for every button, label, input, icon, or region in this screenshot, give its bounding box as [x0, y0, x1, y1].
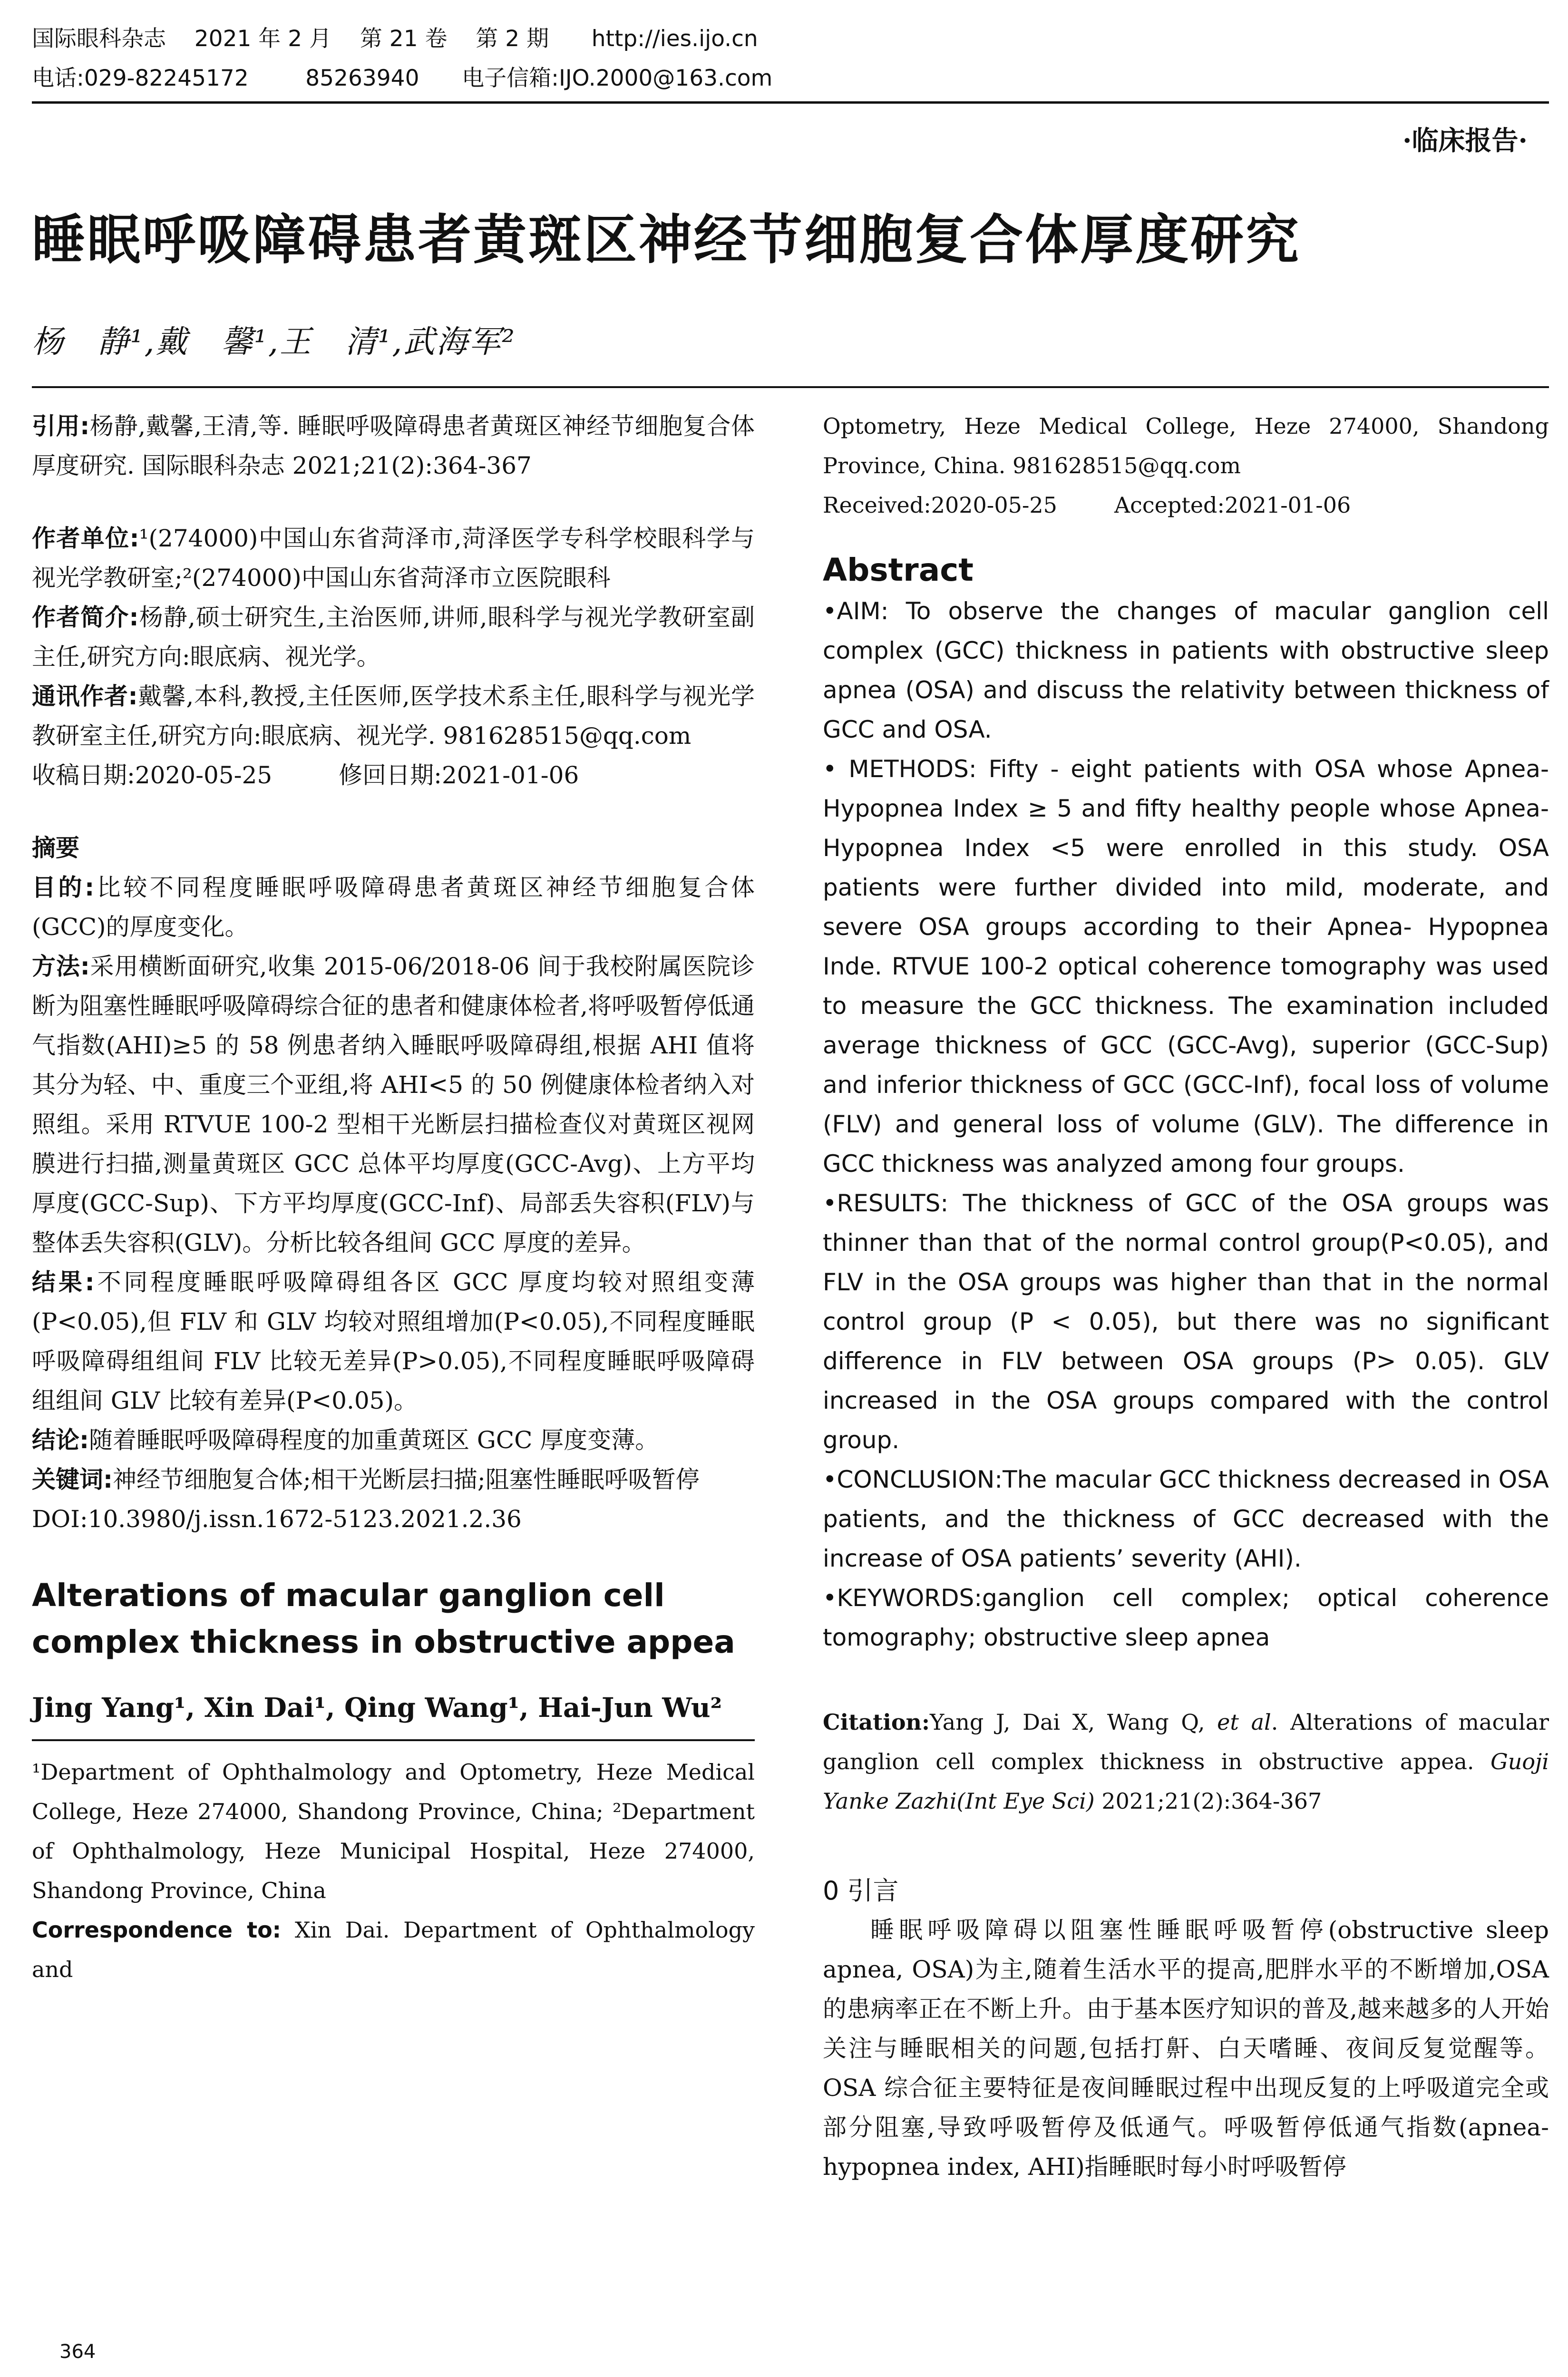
methods-text-cn: 采用横断面研究,收集 2015-06/2018-06 间于我校附属医院诊断为阻塞性睡眠呼吸障碍综合征的患者和健康体检者,将呼吸暂停低通气指数(AHI)≥5 的 58 例患者纳入睡眠呼吸障碍组,根据 AHI 值将其分为轻、中、重度三个亚组,将 AHI<5 的 50 例健康体检者纳入对照组。采用 RTVUE 100-2 型相干光断层扫描检查仪对黄斑区视网膜进行扫描,测量黄斑区 GCC 总体平均厚度(GCC-Avg)、上方平均厚度(GCC-Sup)、下方平均厚度(GCC-Inf)、局部丢失容积(FLV)与整体丢失容积(GLV)。分析比较各组间 GCC 厚度的差异。 [32, 953, 755, 1257]
aim-text-en: To observe the changes of macular ganglion cell complex (GCC) thickness in patients with obstructive sleep apnea (OSA) and discuss the relativity between thickness of GCC and OSA. [823, 597, 1549, 743]
doi: DOI:10.3980/j.issn.1672-5123.2021.2.36 [32, 1505, 522, 1533]
author-bio [32, 598, 755, 677]
methods-en [823, 750, 1549, 1184]
bio-label: 作者简介: [32, 604, 139, 631]
results-cn [32, 1263, 755, 1421]
en-corr-label: Correspondence to: [32, 1917, 282, 1943]
keywords-label-en: •KEYWORDS: [823, 1584, 983, 1612]
citation-journal: Guoji Yanke Zazhi(Int Eye Sci) [823, 1749, 1549, 1814]
keywords-label-cn: 关键词: [32, 1466, 113, 1493]
abstract-heading-cn: 摘要 [32, 834, 79, 862]
authors-rule [32, 386, 1549, 388]
results-label-en: •RESULTS: [823, 1189, 949, 1217]
intro-heading: 0 引言 [823, 1876, 899, 1906]
section-tag: ·临床报告· [1402, 125, 1528, 156]
left-column [32, 407, 755, 1989]
authors-cn: 杨 静¹,戴 馨¹,王 清¹,武海军² [32, 323, 516, 360]
journal-header-line2: 电话:029-82245172 85263940 电子信箱:IJO.2000@163.com [32, 65, 773, 91]
citation-volume: 2021;21(2):364-367 [1094, 1788, 1322, 1814]
citation-title-en: . Alterations of macular ganglion cell complex thickness in obstructive appea. [823, 1709, 1549, 1774]
corr-text: 戴馨,本科,教授,主任医师,医学技术系主任,眼科学与视光学教研室主任,研究方向:眼底病、视光学. 981628515@qq.com [32, 682, 755, 750]
results-text-cn: 不同程度睡眠呼吸障碍组各区 GCC 厚度均较对照组变薄(P<0.05),但 FLV 和 GLV 均较对照组增加(P<0.05),不同程度睡眠呼吸障碍组组间 FLV 比较无差异(P>0.05),不同程度睡眠呼吸障碍组组间 GLV 比较有差异(P<0.05)。 [32, 1268, 755, 1414]
en-accepted: Accepted:2021-01-06 [1114, 492, 1351, 518]
english-authors: Jing Yang¹, Xin Dai¹, Qing Wang¹, Hai-Jun Wu² [32, 1692, 722, 1724]
en-corr-text: Xin Dai. Department of Ophthalmology and [32, 1917, 755, 1982]
revised-date: 修回日期:2021-01-06 [339, 761, 579, 789]
methods-label-en: • METHODS: [823, 755, 977, 783]
methods-label-cn: 方法: [32, 953, 90, 980]
methods-text-en: Fifty - eight patients with OSA whose Apnea- Hypopnea Index ≥ 5 and fifty healthy people whose Apnea-Hypopnea Index <5 were enrolled in this study. OSA patients were further divided into mild, moderate, and severe OSA groups according to their Apnea- Hypopnea Inde. RTVUE 100-2 optical coherence tomography was used to measure the GCC thickness. The examination included average thickness of GCC (GCC-Avg), superior (GCC-Sup) and inferior thickness of GCC (GCC-Inf), focal loss of volume (FLV) and general loss of volume (GLV). The difference in GCC thickness was analyzed among four groups. [823, 755, 1549, 1178]
dates-cn [32, 756, 755, 795]
corr-label: 通讯作者: [32, 682, 138, 710]
aim-label-en: •AIM: [823, 597, 889, 625]
english-correspondence [32, 1910, 755, 1989]
page-number: 364 [59, 2341, 96, 2363]
conclusion-label-cn: 结论: [32, 1426, 89, 1454]
aim-label-cn: 目的: [32, 874, 95, 901]
bio-text: 杨静,硕士研究生,主治医师,讲师,眼科学与视光学教研室副主任,研究方向:眼底病、视光学。 [32, 604, 755, 671]
results-text-en: The thickness of GCC of the OSA groups was thinner than that of the normal control group(P<0.05), and FLV in the OSA groups was higher than that in the normal control group (P < 0.05), but there was no significant difference in FLV between OSA groups (P> 0.05). GLV increased in the OSA groups compared with the control group. [823, 1189, 1549, 1454]
english-authors-rule [32, 1739, 755, 1741]
results-en [823, 1184, 1549, 1460]
english-title: Alterations of macular ganglion cell complex thickness in obstructive appea [32, 1577, 735, 1660]
aim-cn [32, 868, 755, 947]
methods-cn [32, 947, 755, 1263]
article-title: 睡眠呼吸障碍患者黄斑区神经节细胞复合体厚度研究 [32, 209, 1301, 271]
right-column [823, 407, 1549, 2187]
abstract-heading-en: Abstract [823, 552, 974, 588]
en-corr-continued: Optometry, Heze Medical College, Heze 274000, Shandong Province, China. 981628515@qq.com [823, 413, 1549, 478]
conclusion-label-en: •CONCLUSION: [823, 1466, 1003, 1493]
affiliation-cn [32, 519, 755, 598]
conclusion-en [823, 1460, 1549, 1578]
citation-cn [32, 407, 755, 486]
conclusion-text-cn: 随着睡眠呼吸障碍程度的加重黄斑区 GCC 厚度变薄。 [89, 1426, 659, 1454]
en-received: Received:2020-05-25 [823, 492, 1057, 518]
citation-label-en: Citation: [823, 1709, 930, 1735]
journal-header-line1: 国际眼科杂志 2021 年 2 月 第 21 卷 第 2 期 http://ies.ijo.cn [32, 26, 758, 52]
intro-text: 睡眠呼吸障碍以阻塞性睡眠呼吸暂停(obstructive sleep apnea, OSA)为主,随着生活水平的提高,肥胖水平的不断增加,OSA 的患病率正在不断上升。由于基本医疗知识的普及,越来越多的人开始关注与睡眠相关的问题,包括打鼾、白天嗜睡、夜间反复觉醒等。OSA 综合征主要特征是夜间睡眠过程中出现反复的上呼吸道完全或部分阻塞,导致呼吸暂停及低通气。呼吸暂停低通气指数(apnea-hypopnea index, AHI)指睡眠时每小时呼吸暂停 [823, 1916, 1549, 2181]
keywords-text-cn: 神经节细胞复合体;相干光断层扫描;阻塞性睡眠呼吸暂停 [113, 1466, 700, 1493]
citation-etal: et al [1217, 1709, 1271, 1735]
affiliation-text: ¹(274000)中国山东省菏泽市,菏泽医学专科学校眼科学与视光学教研室;²(274000)中国山东省菏泽市立医院眼科 [32, 525, 755, 592]
aim-en [823, 592, 1549, 750]
keywords-en [823, 1578, 1549, 1657]
conclusion-cn [32, 1421, 755, 1460]
aim-text-cn: 比较不同程度睡眠呼吸障碍患者黄斑区神经节细胞复合体(GCC)的厚度变化。 [32, 874, 755, 941]
affiliation-label: 作者单位: [32, 525, 139, 552]
citation-label: 引用: [32, 412, 90, 440]
english-affiliation: ¹Department of Ophthalmology and Optometry, Heze Medical College, Heze 274000, Shandong Province, China; ²Department of Ophthalmology, Heze Municipal Hospital, Heze 274000, Shandong Province, China [32, 1759, 755, 1903]
english-dates [823, 486, 1549, 525]
conclusion-text-en: The macular GCC thickness decreased in OSA patients, and the thickness of GCC decreased with the increase of OSA patients’ severity (AHI). [823, 1466, 1549, 1572]
keywords-cn [32, 1460, 755, 1500]
corresponding-author [32, 677, 755, 756]
citation-en [823, 1703, 1549, 1821]
received-date: 收稿日期:2020-05-25 [32, 761, 273, 789]
header-rule [32, 101, 1549, 104]
citation-authors-en: Yang J, Dai X, Wang Q, [929, 1709, 1217, 1735]
keywords-text-en: ganglion cell complex; optical coherence tomography; obstructive sleep apnea [823, 1584, 1549, 1651]
citation-text: 杨静,戴馨,王清,等. 睡眠呼吸障碍患者黄斑区神经节细胞复合体厚度研究. 国际眼科杂志 2021;21(2):364-367 [32, 412, 755, 479]
results-label-cn: 结果: [32, 1268, 95, 1296]
